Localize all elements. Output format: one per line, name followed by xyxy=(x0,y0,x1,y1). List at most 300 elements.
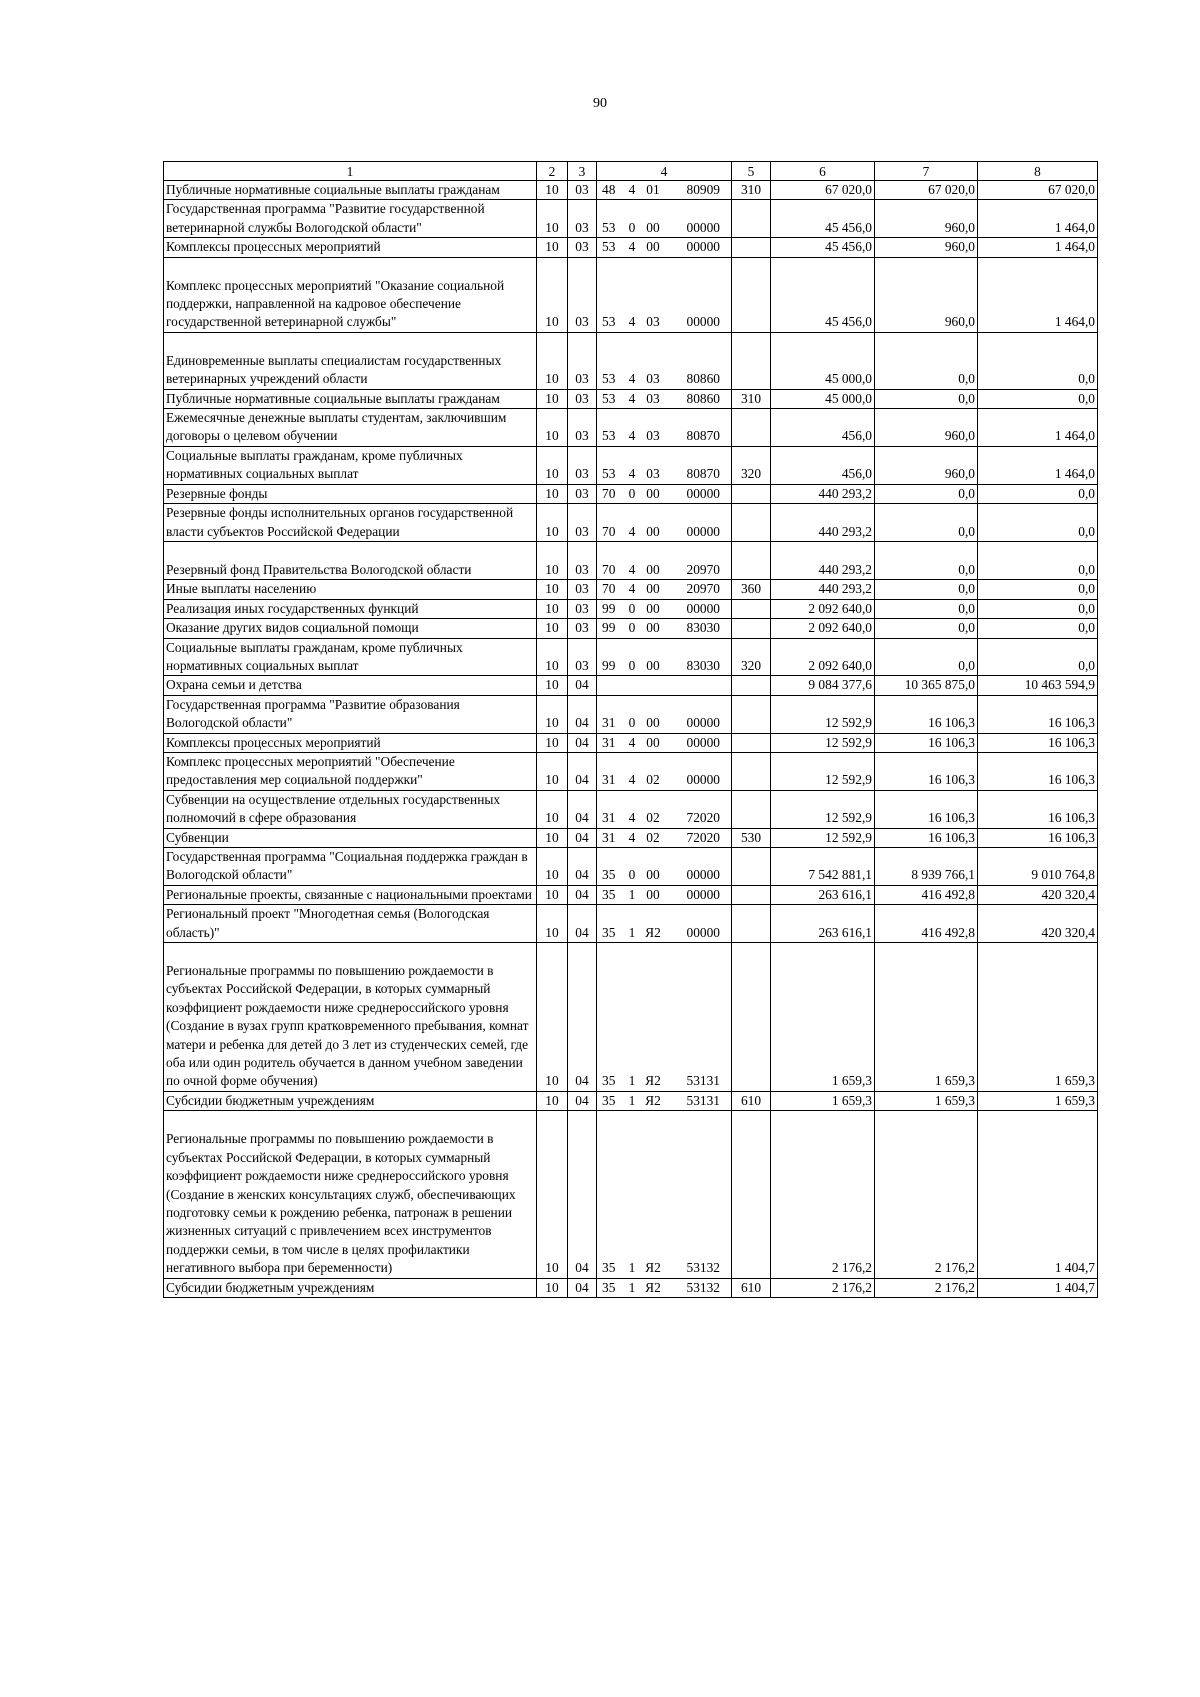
amount-year-1: 2 092 640,0 xyxy=(771,619,875,638)
amount-year-3: 9 010 764,8 xyxy=(978,848,1098,886)
amount-year-3: 0,0 xyxy=(978,332,1098,389)
code-part: 80909 xyxy=(686,182,720,197)
code-part: 1 xyxy=(628,1260,636,1276)
subsection-code: 03 xyxy=(568,541,597,579)
amount-year-2: 0,0 xyxy=(875,504,978,542)
amount-year-3: 1 464,0 xyxy=(978,257,1098,332)
header-cell: 8 xyxy=(978,162,1098,181)
table-row xyxy=(164,1111,1098,1278)
target-article-parts xyxy=(599,1092,729,1110)
code-part: 35 xyxy=(602,1092,616,1108)
target-article-code xyxy=(597,695,732,733)
amount-year-3: 1 404,7 xyxy=(978,1278,1098,1297)
target-article-code xyxy=(597,389,732,408)
target-article-parts xyxy=(599,390,729,408)
amount-year-3: 16 106,3 xyxy=(978,752,1098,790)
code-part: 00000 xyxy=(686,239,720,255)
subsection-code: 03 xyxy=(568,389,597,408)
code-part: 35 xyxy=(602,1073,616,1089)
section-code: 10 xyxy=(537,238,568,257)
row-name: Социальные выплаты гражданам, кроме публичных нормативных социальных выплат xyxy=(164,446,537,484)
code-part: 03 xyxy=(646,371,660,387)
target-article-parts xyxy=(599,219,729,237)
section-code: 10 xyxy=(537,733,568,752)
subsection-code: 04 xyxy=(568,828,597,847)
section-code: 10 xyxy=(537,332,568,389)
amount-year-2: 960,0 xyxy=(875,238,978,257)
code-part: 00000 xyxy=(686,523,720,539)
expense-type-code xyxy=(732,848,771,886)
table-row xyxy=(164,1278,1098,1297)
code-part: 00000 xyxy=(686,485,720,501)
row-name: Ежемесячные денежные выплаты студентам, заключившим договоры о целевом обучении xyxy=(164,409,537,447)
subsection-code: 03 xyxy=(568,504,597,542)
amount-year-1: 45 000,0 xyxy=(771,389,875,408)
target-article-parts xyxy=(599,313,729,331)
amount-year-3: 1 659,3 xyxy=(978,1091,1098,1110)
section-code: 10 xyxy=(537,257,568,332)
row-name: Государственная программа "Социальная поддержка граждан в Вологодской области" xyxy=(164,848,537,886)
code-part: 00 xyxy=(646,867,660,883)
amount-year-2: 16 106,3 xyxy=(875,695,978,733)
section-code: 10 xyxy=(537,580,568,599)
header-cell: 6 xyxy=(771,162,875,181)
amount-year-2: 0,0 xyxy=(875,599,978,618)
target-article-code xyxy=(597,828,732,847)
row-name: Комплекс процессных мероприятий "Обеспечение предоставления мер социальной поддержки" xyxy=(164,752,537,790)
amount-year-2: 0,0 xyxy=(875,638,978,676)
code-part: 0 xyxy=(628,867,636,883)
code-part: 53 xyxy=(602,428,616,444)
section-code: 10 xyxy=(537,676,568,695)
amount-year-2: 0,0 xyxy=(875,541,978,579)
table-row xyxy=(164,905,1098,943)
expense-type-code xyxy=(732,257,771,332)
code-part: 99 xyxy=(602,657,616,673)
expense-type-code xyxy=(732,200,771,238)
code-part: 70 xyxy=(602,581,616,597)
target-article-parts xyxy=(599,734,729,752)
code-part: 35 xyxy=(602,886,616,902)
code-part: 35 xyxy=(602,1260,616,1276)
budget-table xyxy=(163,161,1098,1298)
header-cell: 3 xyxy=(568,162,597,181)
subsection-code: 03 xyxy=(568,332,597,389)
amount-year-2: 2 176,2 xyxy=(875,1111,978,1278)
amount-year-1: 12 592,9 xyxy=(771,695,875,733)
amount-year-1: 12 592,9 xyxy=(771,752,875,790)
target-article-code xyxy=(597,332,732,389)
code-part: 00000 xyxy=(686,924,720,940)
row-name: Субвенции xyxy=(164,828,537,847)
code-part: 80870 xyxy=(686,466,720,482)
amount-year-1: 67 020,0 xyxy=(771,181,875,200)
amount-year-1: 2 092 640,0 xyxy=(771,638,875,676)
target-article-parts xyxy=(599,580,729,598)
row-name: Субсидии бюджетным учреждениям xyxy=(164,1091,537,1110)
amount-year-1: 12 592,9 xyxy=(771,790,875,828)
target-article-code xyxy=(597,446,732,484)
code-part: 00 xyxy=(646,620,660,636)
amount-year-3: 1 464,0 xyxy=(978,238,1098,257)
target-article-parts xyxy=(599,427,729,445)
code-part: 0 xyxy=(628,600,636,616)
target-article-parts xyxy=(599,238,729,256)
amount-year-1: 45 456,0 xyxy=(771,257,875,332)
expense-type-code xyxy=(732,409,771,447)
code-part: 31 xyxy=(602,810,616,826)
code-part: 01 xyxy=(646,182,660,197)
amount-year-3: 0,0 xyxy=(978,541,1098,579)
target-article-parts xyxy=(599,561,729,579)
section-code: 10 xyxy=(537,828,568,847)
subsection-code: 04 xyxy=(568,1111,597,1278)
code-part: Я2 xyxy=(645,1073,661,1089)
table-row xyxy=(164,848,1098,886)
code-part: 4 xyxy=(628,371,636,387)
amount-year-3: 0,0 xyxy=(978,638,1098,676)
amount-year-2: 960,0 xyxy=(875,409,978,447)
code-part: 0 xyxy=(628,620,636,636)
amount-year-2: 67 020,0 xyxy=(875,181,978,200)
code-part: 1 xyxy=(628,1279,636,1295)
code-part: 53 xyxy=(602,466,616,482)
code-part: 1 xyxy=(628,1073,636,1089)
amount-year-1: 263 616,1 xyxy=(771,905,875,943)
subsection-code: 04 xyxy=(568,943,597,1092)
row-name: Региональные программы по повышению рождаемости в субъектах Российской Федерации, в которых суммарный коэффициент рождаемости ниже среднероссийского уровня (Создание в женских консультациях служб, обеспечивающих подготовку семьи к рождению ребенка, патронаж в решении жизненных ситуаций с привлечением всех инструментов поддержки семьи, в том числе в целях профилактики негативного выбора при беременности) xyxy=(164,1111,537,1278)
section-code: 10 xyxy=(537,695,568,733)
amount-year-1: 440 293,2 xyxy=(771,541,875,579)
code-part: Я2 xyxy=(645,1279,661,1295)
amount-year-1: 440 293,2 xyxy=(771,504,875,542)
target-article-code xyxy=(597,181,732,200)
code-part: 00 xyxy=(646,657,660,673)
subsection-code: 03 xyxy=(568,599,597,618)
code-part: Я2 xyxy=(645,924,661,940)
code-part: 70 xyxy=(602,561,616,577)
subsection-code: 04 xyxy=(568,790,597,828)
amount-year-3: 10 463 594,9 xyxy=(978,676,1098,695)
subsection-code: 03 xyxy=(568,200,597,238)
table-row xyxy=(164,504,1098,542)
code-part: 4 xyxy=(628,314,636,330)
subsection-code: 04 xyxy=(568,1091,597,1110)
code-part: 1 xyxy=(628,886,636,902)
section-code: 10 xyxy=(537,1111,568,1278)
amount-year-1: 45 456,0 xyxy=(771,238,875,257)
subsection-code: 03 xyxy=(568,446,597,484)
subsection-code: 03 xyxy=(568,484,597,503)
table-row xyxy=(164,733,1098,752)
table-row xyxy=(164,446,1098,484)
expense-type-code xyxy=(732,695,771,733)
code-part: 4 xyxy=(628,561,636,577)
code-part: 80860 xyxy=(686,390,720,406)
row-name: Государственная программа "Развитие государственной ветеринарной службы Вологодской области" xyxy=(164,200,537,238)
subsection-code: 03 xyxy=(568,238,597,257)
amount-year-1: 12 592,9 xyxy=(771,828,875,847)
target-article-code xyxy=(597,1278,732,1297)
section-code: 10 xyxy=(537,619,568,638)
code-part: 53 xyxy=(602,390,616,406)
amount-year-3: 0,0 xyxy=(978,599,1098,618)
table-row xyxy=(164,257,1098,332)
amount-year-3: 0,0 xyxy=(978,504,1098,542)
amount-year-3: 16 106,3 xyxy=(978,828,1098,847)
row-name: Резервные фонды исполнительных органов государственной власти субъектов Российской Федерации xyxy=(164,504,537,542)
table-row xyxy=(164,885,1098,904)
target-article-parts xyxy=(599,1259,729,1277)
code-part: 4 xyxy=(628,182,636,197)
amount-year-2: 10 365 875,0 xyxy=(875,676,978,695)
expense-type-code: 610 xyxy=(732,1278,771,1297)
table-row xyxy=(164,332,1098,389)
code-part: 00000 xyxy=(686,715,720,731)
section-code: 10 xyxy=(537,389,568,408)
amount-year-3: 16 106,3 xyxy=(978,695,1098,733)
code-part: 4 xyxy=(628,466,636,482)
subsection-code: 04 xyxy=(568,676,597,695)
amount-year-2: 0,0 xyxy=(875,389,978,408)
target-article-parts xyxy=(599,600,729,618)
code-part: 00 xyxy=(646,734,660,750)
section-code: 10 xyxy=(537,484,568,503)
code-part: 00000 xyxy=(686,867,720,883)
table-row xyxy=(164,676,1098,695)
row-name: Резервные фонды xyxy=(164,484,537,503)
section-code: 10 xyxy=(537,1278,568,1297)
row-name: Комплекс процессных мероприятий "Оказание социальной поддержки, направленной на кадровое обеспечение государственной ветеринарной службы" xyxy=(164,257,537,332)
code-part: 1 xyxy=(628,924,636,940)
expense-type-code xyxy=(732,541,771,579)
code-part: 53 xyxy=(602,219,616,235)
section-code: 10 xyxy=(537,1091,568,1110)
code-part: 99 xyxy=(602,620,616,636)
target-article-parts xyxy=(599,485,729,503)
row-name: Субвенции на осуществление отдельных государственных полномочий в сфере образования xyxy=(164,790,537,828)
target-article-parts xyxy=(599,714,729,732)
expense-type-code xyxy=(732,676,771,695)
expense-type-code xyxy=(732,619,771,638)
code-part: 00000 xyxy=(686,219,720,235)
amount-year-3: 0,0 xyxy=(978,484,1098,503)
table-row xyxy=(164,389,1098,408)
amount-year-3: 0,0 xyxy=(978,389,1098,408)
expense-type-code xyxy=(732,504,771,542)
target-article-code xyxy=(597,676,732,695)
code-part: 53131 xyxy=(686,1073,720,1089)
code-part: 48 xyxy=(602,182,616,197)
code-part: Я2 xyxy=(645,1260,661,1276)
amount-year-3: 16 106,3 xyxy=(978,790,1098,828)
code-part: 03 xyxy=(646,466,660,482)
code-part: 72020 xyxy=(686,829,720,845)
header-cell: 4 xyxy=(597,162,732,181)
amount-year-3: 1 464,0 xyxy=(978,200,1098,238)
code-part: 35 xyxy=(602,867,616,883)
code-part: 0 xyxy=(628,657,636,673)
target-article-parts xyxy=(599,181,729,199)
code-part: 4 xyxy=(628,390,636,406)
section-code: 10 xyxy=(537,504,568,542)
code-part: 02 xyxy=(646,810,660,826)
target-article-code xyxy=(597,943,732,1092)
amount-year-3: 420 320,4 xyxy=(978,905,1098,943)
table-row xyxy=(164,943,1098,1092)
table-row xyxy=(164,200,1098,238)
amount-year-1: 45 000,0 xyxy=(771,332,875,389)
target-article-parts xyxy=(599,619,729,637)
target-article-parts xyxy=(599,809,729,827)
row-name: Охрана семьи и детства xyxy=(164,676,537,695)
subsection-code: 03 xyxy=(568,619,597,638)
code-part: 83030 xyxy=(686,620,720,636)
row-name: Единовременные выплаты специалистам государственных ветеринарных учреждений области xyxy=(164,332,537,389)
expense-type-code: 530 xyxy=(732,828,771,847)
section-code: 10 xyxy=(537,885,568,904)
expense-type-code: 320 xyxy=(732,638,771,676)
amount-year-1: 7 542 881,1 xyxy=(771,848,875,886)
section-code: 10 xyxy=(537,541,568,579)
row-name: Оказание других видов социальной помощи xyxy=(164,619,537,638)
row-name: Региональный проект "Многодетная семья (Вологодская область)" xyxy=(164,905,537,943)
expense-type-code xyxy=(732,943,771,1092)
code-part: 31 xyxy=(602,829,616,845)
amount-year-1: 45 456,0 xyxy=(771,200,875,238)
target-article-code xyxy=(597,484,732,503)
expense-type-code xyxy=(732,733,771,752)
table-row xyxy=(164,580,1098,599)
section-code: 10 xyxy=(537,638,568,676)
expense-type-code xyxy=(732,790,771,828)
code-part: 53 xyxy=(602,371,616,387)
subsection-code: 04 xyxy=(568,1278,597,1297)
header-row xyxy=(164,162,1098,181)
table-row xyxy=(164,238,1098,257)
code-part: 53 xyxy=(602,239,616,255)
amount-year-2: 0,0 xyxy=(875,580,978,599)
code-part: 80870 xyxy=(686,428,720,444)
amount-year-2: 960,0 xyxy=(875,200,978,238)
subsection-code: 03 xyxy=(568,257,597,332)
code-part: 31 xyxy=(602,734,616,750)
section-code: 10 xyxy=(537,409,568,447)
amount-year-2: 16 106,3 xyxy=(875,752,978,790)
code-part: 00000 xyxy=(686,886,720,902)
target-article-code xyxy=(597,409,732,447)
amount-year-2: 16 106,3 xyxy=(875,828,978,847)
target-article-parts xyxy=(599,370,729,388)
target-article-code xyxy=(597,257,732,332)
expense-type-code xyxy=(732,599,771,618)
amount-year-3: 1 659,3 xyxy=(978,943,1098,1092)
expense-type-code: 360 xyxy=(732,580,771,599)
code-part: 4 xyxy=(628,829,636,845)
code-part: 03 xyxy=(646,390,660,406)
code-part: 00 xyxy=(646,485,660,501)
target-article-code xyxy=(597,200,732,238)
subsection-code: 04 xyxy=(568,695,597,733)
row-name: Региональные программы по повышению рождаемости в субъектах Российской Федерации, в которых суммарный коэффициент рождаемости ниже среднероссийского уровня (Создание в вузах групп кратковременного пребывания, комнат матери и ребенка для детей до 3 лет из студенческих семей, где оба или один родитель обучается в данном учебном заведении по очной форме обучения) xyxy=(164,943,537,1092)
table-row xyxy=(164,484,1098,503)
amount-year-1: 263 616,1 xyxy=(771,885,875,904)
code-part: 99 xyxy=(602,600,616,616)
amount-year-1: 1 659,3 xyxy=(771,1091,875,1110)
section-code: 10 xyxy=(537,599,568,618)
code-part: 00000 xyxy=(686,734,720,750)
amount-year-3: 0,0 xyxy=(978,580,1098,599)
code-part: 00 xyxy=(646,600,660,616)
amount-year-3: 1 464,0 xyxy=(978,446,1098,484)
code-part: 53131 xyxy=(686,1092,720,1108)
code-part: 00000 xyxy=(686,314,720,330)
amount-year-1: 456,0 xyxy=(771,446,875,484)
target-article-code xyxy=(597,1091,732,1110)
row-name: Государственная программа "Развитие образования Вологодской области" xyxy=(164,695,537,733)
amount-year-2: 960,0 xyxy=(875,446,978,484)
target-article-code xyxy=(597,580,732,599)
code-part: 72020 xyxy=(686,810,720,826)
target-article-parts xyxy=(599,924,729,942)
target-article-parts xyxy=(599,771,729,789)
row-name: Региональные проекты, связанные с национальными проектами xyxy=(164,885,537,904)
expense-type-code xyxy=(732,885,771,904)
table-row xyxy=(164,1091,1098,1110)
code-part: 03 xyxy=(646,314,660,330)
section-code: 10 xyxy=(537,446,568,484)
target-article-code xyxy=(597,504,732,542)
row-name: Комплексы процессных мероприятий xyxy=(164,238,537,257)
section-code: 10 xyxy=(537,790,568,828)
amount-year-3: 67 020,0 xyxy=(978,181,1098,200)
amount-year-2: 416 492,8 xyxy=(875,885,978,904)
code-part: 00 xyxy=(646,886,660,902)
table-body xyxy=(164,181,1098,1298)
expense-type-code xyxy=(732,752,771,790)
code-part: 4 xyxy=(628,581,636,597)
table-row xyxy=(164,541,1098,579)
target-article-parts xyxy=(599,1279,729,1297)
code-part: 00 xyxy=(646,239,660,255)
amount-year-2: 16 106,3 xyxy=(875,790,978,828)
subsection-code: 04 xyxy=(568,885,597,904)
code-part: 31 xyxy=(602,715,616,731)
row-name: Реализация иных государственных функций xyxy=(164,599,537,618)
code-part: 80860 xyxy=(686,371,720,387)
code-part: 4 xyxy=(628,428,636,444)
code-part: 03 xyxy=(646,428,660,444)
target-article-code xyxy=(597,1111,732,1278)
amount-year-1: 1 659,3 xyxy=(771,943,875,1092)
code-part: Я2 xyxy=(645,1092,661,1108)
target-article-code xyxy=(597,541,732,579)
code-part: 4 xyxy=(628,239,636,255)
code-part: 02 xyxy=(646,829,660,845)
code-part: 35 xyxy=(602,1279,616,1295)
page-number: 90 xyxy=(593,96,607,111)
section-code: 10 xyxy=(537,752,568,790)
code-part: 00 xyxy=(646,523,660,539)
target-article-parts xyxy=(599,866,729,884)
target-article-code xyxy=(597,752,732,790)
code-part: 4 xyxy=(628,772,636,788)
target-article-parts xyxy=(599,523,729,541)
amount-year-2: 16 106,3 xyxy=(875,733,978,752)
code-part: 31 xyxy=(602,772,616,788)
target-article-parts xyxy=(599,465,729,483)
code-part: 0 xyxy=(628,219,636,235)
